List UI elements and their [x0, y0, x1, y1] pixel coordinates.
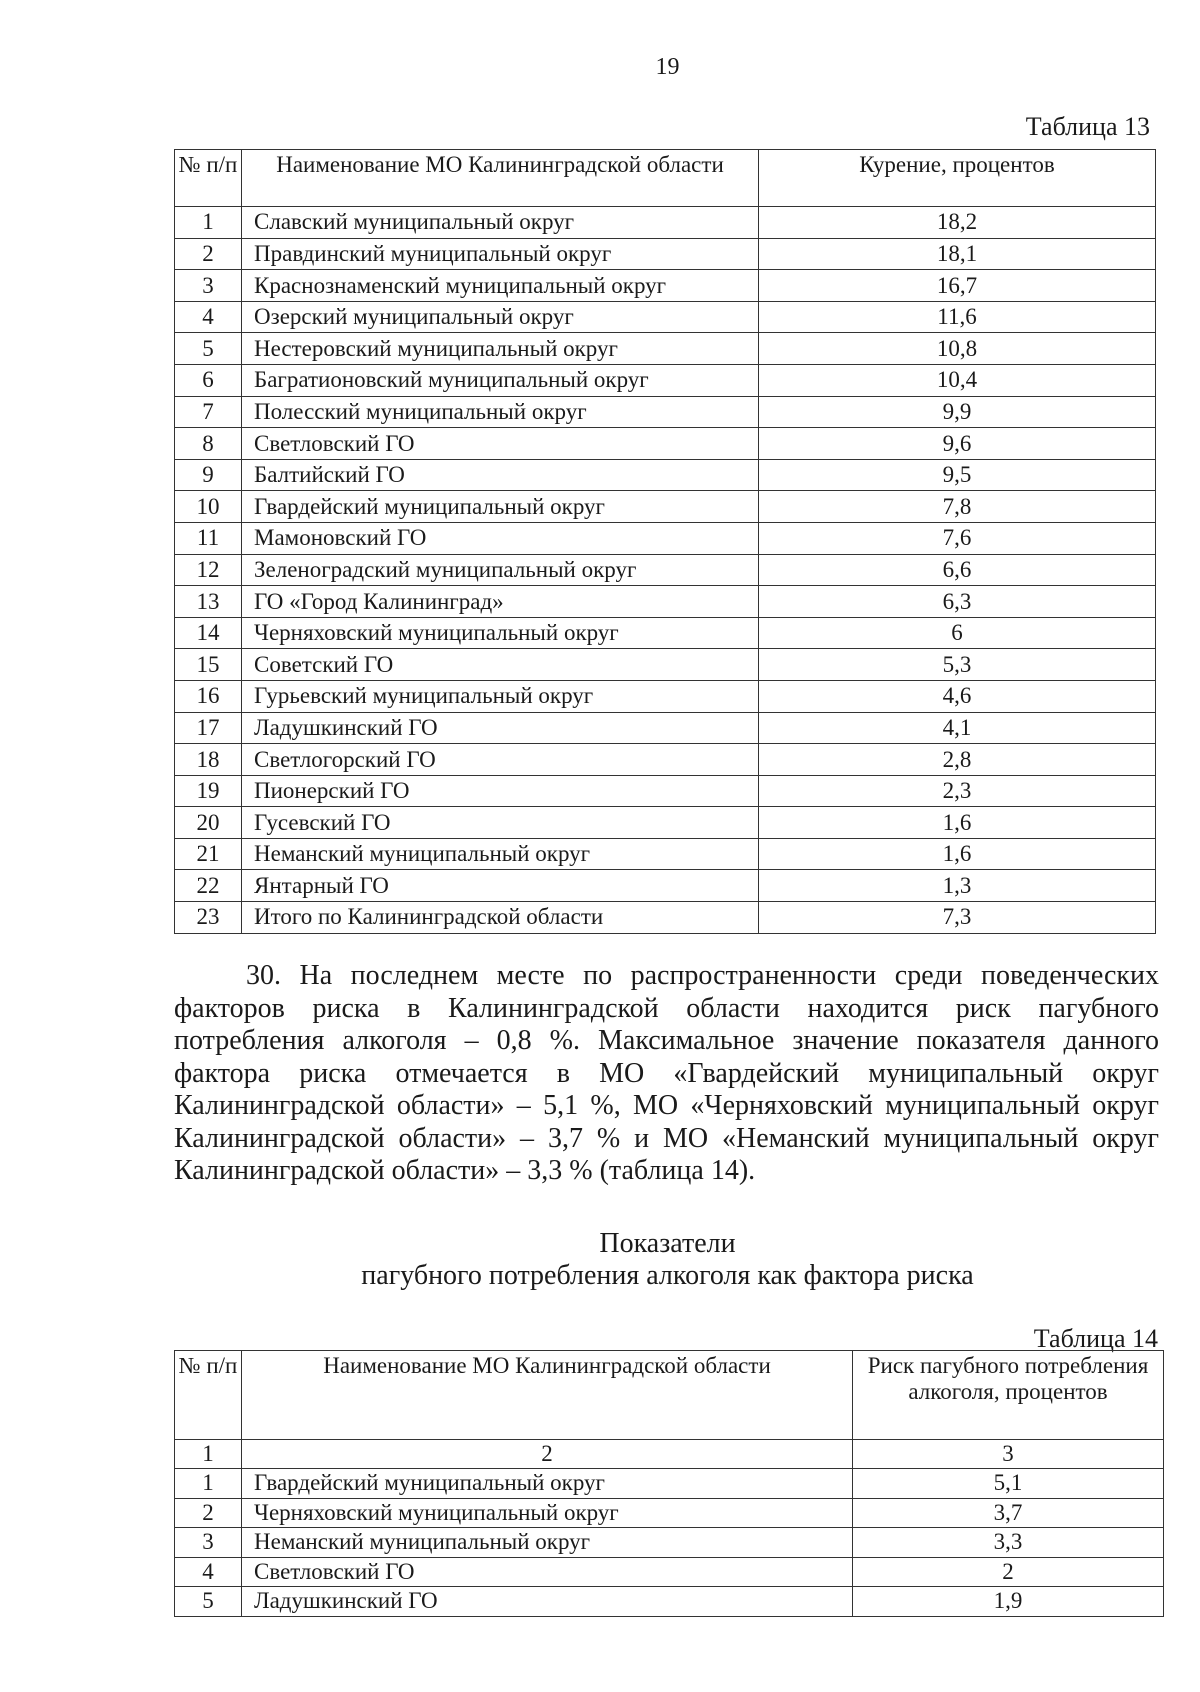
header-name: Наименование МО Калининградской области: [242, 1351, 853, 1440]
row-number: 2: [175, 1498, 242, 1528]
row-number: 3: [175, 270, 242, 302]
row-value: 1,6: [759, 838, 1156, 870]
table-row: [175, 807, 1156, 839]
row-value: 6,6: [759, 554, 1156, 586]
row-value: 6,3: [759, 586, 1156, 618]
row-name: Балтийский ГО: [242, 459, 759, 491]
row-name: Светлогорский ГО: [242, 744, 759, 776]
table-row: [175, 870, 1156, 902]
table-header-row: [175, 1351, 1164, 1440]
row-value: 18,1: [759, 238, 1156, 270]
row-value: 7,3: [759, 902, 1156, 934]
row-value: 1,9: [853, 1587, 1164, 1617]
row-value: 9,9: [759, 396, 1156, 428]
table-row: [175, 775, 1156, 807]
table-row: [175, 586, 1156, 618]
header-value: Курение, процентов: [759, 150, 1156, 207]
table-row: [175, 301, 1156, 333]
row-name: Полесский муниципальный округ: [242, 396, 759, 428]
row-value: 10,4: [759, 364, 1156, 396]
table-row: [175, 333, 1156, 365]
row-number: 6: [175, 364, 242, 396]
row-name: Правдинский муниципальный округ: [242, 238, 759, 270]
row-value: 1,3: [759, 870, 1156, 902]
smoking-table: [174, 149, 1156, 934]
row-value: 16,7: [759, 270, 1156, 302]
row-number: 17: [175, 712, 242, 744]
row-name: Зеленоградский муниципальный округ: [242, 554, 759, 586]
row-number: 5: [175, 333, 242, 365]
header-name: Наименование МО Калининградской области: [242, 150, 759, 207]
row-value: 2: [853, 1557, 1164, 1587]
row-number: 9: [175, 459, 242, 491]
row-number: 7: [175, 396, 242, 428]
row-value: 2,3: [759, 775, 1156, 807]
table-row: [175, 428, 1156, 460]
table-row: [175, 1587, 1164, 1617]
row-number: 18: [175, 744, 242, 776]
row-value: 1,6: [759, 807, 1156, 839]
row-value: 3,3: [853, 1528, 1164, 1558]
row-value: 6: [759, 617, 1156, 649]
row-value: 4,6: [759, 680, 1156, 712]
table-row: [175, 712, 1156, 744]
row-name: Славский муниципальный округ: [242, 207, 759, 239]
row-number: 11: [175, 522, 242, 554]
table-row: [175, 554, 1156, 586]
row-number: 4: [175, 1557, 242, 1587]
row-value: 3,7: [853, 1498, 1164, 1528]
row-name: Мамоновский ГО: [242, 522, 759, 554]
table-row: [175, 238, 1156, 270]
table-row: [175, 522, 1156, 554]
row-number: 16: [175, 680, 242, 712]
table-row: [175, 364, 1156, 396]
row-number: 13: [175, 586, 242, 618]
table-row: [175, 459, 1156, 491]
row-name: Ладушкинский ГО: [242, 712, 759, 744]
row-number: 8: [175, 428, 242, 460]
row-name: Светловский ГО: [242, 428, 759, 460]
row-name: Ладушкинский ГО: [242, 1587, 853, 1617]
column-index-row: [175, 1440, 1164, 1469]
row-name: Янтарный ГО: [242, 870, 759, 902]
row-value: 7,6: [759, 522, 1156, 554]
row-name: Гусевский ГО: [242, 807, 759, 839]
row-name: Гурьевский муниципальный округ: [242, 680, 759, 712]
row-name: Неманский муниципальный округ: [242, 1528, 853, 1558]
table14-caption: Таблица 14: [1033, 1324, 1158, 1353]
table-row: [175, 396, 1156, 428]
row-number: 15: [175, 649, 242, 681]
table-row: [175, 838, 1156, 870]
row-number: 2: [175, 238, 242, 270]
row-value: 2,8: [759, 744, 1156, 776]
row-value: 7,8: [759, 491, 1156, 523]
table-row: [175, 1557, 1164, 1587]
row-name: Краснознаменский муниципальный округ: [242, 270, 759, 302]
row-name: ГО «Город Калининград»: [242, 586, 759, 618]
row-name: Светловский ГО: [242, 1557, 853, 1587]
row-number: 12: [175, 554, 242, 586]
row-name: Гвардейский муниципальный округ: [242, 491, 759, 523]
row-value: 5,3: [759, 649, 1156, 681]
row-number: 21: [175, 838, 242, 870]
table-row: [175, 902, 1156, 934]
row-name: Неманский муниципальный округ: [242, 838, 759, 870]
row-name: Нестеровский муниципальный округ: [242, 333, 759, 365]
row-number: 5: [175, 1587, 242, 1617]
header-value: Риск пагубного потребления алкоголя, процентов: [853, 1351, 1164, 1440]
table-row: [175, 617, 1156, 649]
row-value: 10,8: [759, 333, 1156, 365]
table-row: [175, 744, 1156, 776]
row-value: 9,6: [759, 428, 1156, 460]
row-number: 4: [175, 301, 242, 333]
row-value: 11,6: [759, 301, 1156, 333]
header-num: № п/п: [175, 1351, 242, 1440]
row-name: Озерский муниципальный округ: [242, 301, 759, 333]
table14-body: [175, 1440, 1164, 1617]
row-number: 3: [175, 1528, 242, 1558]
index-value: 3: [853, 1440, 1164, 1469]
header-num: № п/п: [175, 150, 242, 207]
page-number: 19: [655, 54, 680, 80]
alcohol-risk-table: [174, 1350, 1164, 1617]
table13-caption: Таблица 13: [1025, 112, 1150, 141]
row-name: Советский ГО: [242, 649, 759, 681]
row-number: 20: [175, 807, 242, 839]
index-num: 1: [175, 1440, 242, 1469]
row-name: Черняховский муниципальный округ: [242, 617, 759, 649]
row-number: 10: [175, 491, 242, 523]
row-number: 1: [175, 207, 242, 239]
row-number: 14: [175, 617, 242, 649]
row-number: 23: [175, 902, 242, 934]
paragraph-30: 30. На последнем месте по распространенности среди поведенческих факторов риска в Калининградской области находится риск пагубного потребления алкоголя – 0,8 %. Максимальное значение показателя данного фактора риска отмечается в МО «Гвардейский муниципальный округ Калининградской области» – 5,1 %, МО «Черняховский муниципальный округ Калининградской области» – 3,7 % и МО «Неманский муниципальный округ Калининградской области» – 3,3 % (таблица 14).: [174, 960, 1159, 1186]
table-row: [175, 680, 1156, 712]
row-name: Гвардейский муниципальный округ: [242, 1469, 853, 1499]
row-number: 22: [175, 870, 242, 902]
index-name: 2: [242, 1440, 853, 1469]
table14-heading-line2: пагубного потребления алкоголя как фактора риска: [361, 1260, 974, 1291]
row-name: Итого по Калининградской области: [242, 902, 759, 934]
row-name: Черняховский муниципальный округ: [242, 1498, 853, 1528]
table-row: [175, 1469, 1164, 1499]
table14-heading-line1: Показатели: [599, 1228, 736, 1259]
table13-body: [175, 207, 1156, 934]
row-value: 9,5: [759, 459, 1156, 491]
table-row: [175, 270, 1156, 302]
table-header-row: [175, 150, 1156, 207]
row-value: 5,1: [853, 1469, 1164, 1499]
table-row: [175, 1498, 1164, 1528]
table-row: [175, 491, 1156, 523]
table-row: [175, 649, 1156, 681]
table-row: [175, 1528, 1164, 1558]
row-name: Багратионовский муниципальный округ: [242, 364, 759, 396]
row-value: 4,1: [759, 712, 1156, 744]
row-value: 18,2: [759, 207, 1156, 239]
table-row: [175, 207, 1156, 239]
row-number: 1: [175, 1469, 242, 1499]
row-name: Пионерский ГО: [242, 775, 759, 807]
row-number: 19: [175, 775, 242, 807]
